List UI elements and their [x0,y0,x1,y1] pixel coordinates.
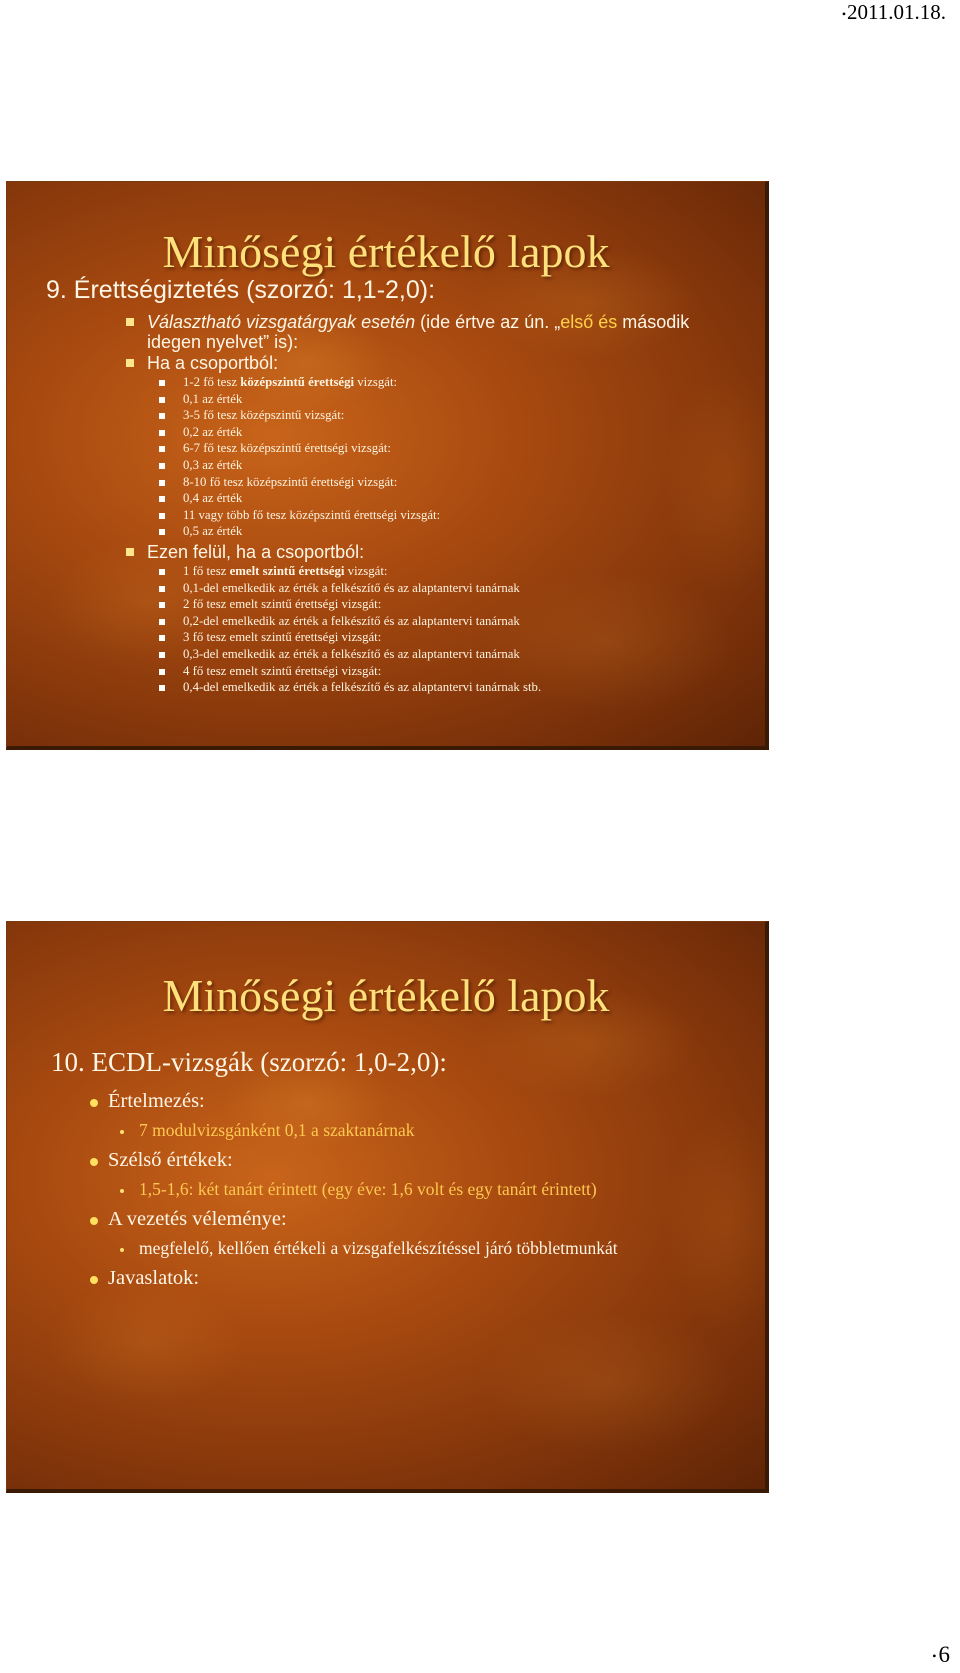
text: 0,1 az érték [183,391,243,406]
square-bullet-icon [159,586,165,592]
sub-list-item [155,490,743,507]
sub-list [108,1234,747,1263]
sub-list-item [155,663,743,680]
sub-list-item [155,424,743,441]
sub-list-item [155,646,743,663]
text: 0,5 az érték [183,524,243,539]
text: 4 fő tesz emelt szintű érettségi vizsgát: [183,663,382,678]
sub-list-item [155,596,743,613]
sub-list-item [155,629,743,646]
sub-list-item [155,679,743,696]
text: 6-7 fő tesz középszintű érettségi vizsgát: [183,441,391,456]
slide-body-list [87,1086,747,1293]
sub-list [147,374,743,540]
header-date [842,0,946,25]
list-item [87,1086,747,1145]
text: vizsgát: [344,563,388,578]
slide-10 [6,921,769,1493]
text: Ezen felül, ha a csoportból: [147,541,365,562]
text: 1 fő tesz [183,563,230,578]
round-bullet-icon [90,1217,98,1225]
square-bullet-icon [159,529,165,535]
text: 0,3-del emelkedik az érték a felkészítő és az alaptantervi tanárnak [183,646,520,661]
sub-list-item [155,613,743,630]
sub-list-item [108,1234,747,1263]
text: 3-5 fő tesz középszintű vizsgát: [183,408,345,423]
square-bullet-icon [159,652,165,658]
square-bullet-icon [159,619,165,625]
sub-list [108,1175,747,1204]
sub-list-item [155,457,743,474]
text: 7 modulvizsgánként 0,1 a szaktanárnak [139,1120,415,1140]
square-bullet-icon [126,359,134,367]
slide-heading: 10. ECDL-vizsgák (szorzó: 1,0-2,0): [51,1047,447,1077]
text: 1,5-1,6: két tanárt érintett (egy éve: 1,6 volt és egy tanárt érintett) [139,1179,597,1199]
square-bullet-icon [159,669,165,675]
sub-list-item [108,1175,747,1204]
text: 11 vagy több fő tesz középszintű érettségi vizsgát: [183,507,441,522]
slide-9 [6,181,769,750]
list-item [123,312,743,352]
page-number [932,1642,950,1668]
slide-title: Minőségi értékelő lapok [162,226,610,277]
sub-list-item [155,374,743,391]
sub-list [147,563,743,696]
list-item [123,542,743,696]
sub-list-item [155,474,743,491]
small-bullet-icon [120,1130,124,1134]
text: 1-2 fő tesz [183,375,241,389]
text: 8-10 fő tesz középszintű érettségi vizsgát: [183,474,398,489]
square-bullet-icon [159,446,165,452]
text: 0,4 az érték [183,491,243,506]
sub-list-item [155,440,743,457]
square-bullet-icon [159,413,165,419]
text: Ha a csoportból: [147,353,279,373]
sub-list-item [155,507,743,524]
text: 2 fő tesz emelt szintű érettségi vizsgát: [183,597,382,612]
text: Értelmezés: [108,1090,205,1112]
sub-list-item [155,407,743,424]
text: 3 fő tesz emelt szintű érettségi vizsgát: [183,630,382,645]
square-bullet-icon [159,513,165,519]
square-bullet-icon [159,480,165,486]
square-bullet-icon [159,602,165,608]
list-item [87,1263,747,1293]
text: (ide értve az ún. „ [415,312,561,332]
small-bullet-icon [120,1248,124,1252]
text-bold: emelt szintű érettségi [229,563,345,578]
sub-list-item [155,523,743,540]
text: 0,2 az érték [183,424,243,439]
text: megfelelő, kellően értékeli a vizsgafelkészítéssel járó többletmunkát [139,1238,618,1258]
square-bullet-icon [159,397,165,403]
sub-list-item [155,563,743,580]
square-bullet-icon [159,635,165,641]
text: vizsgát: [354,375,398,389]
square-bullet-icon [126,318,134,326]
sub-list-item [155,580,743,597]
text: 0,1-del emelkedik az érték a felkészítő és az alaptantervi tanárnak [183,580,520,595]
round-bullet-icon [90,1276,98,1284]
bullet-dot-icon: • [932,1649,937,1664]
square-bullet-icon [159,430,165,436]
list-item [87,1145,747,1204]
text: 0,3 az érték [183,457,243,472]
bullet-dot-icon: • [841,6,847,21]
page-number-text: 6 [938,1642,950,1667]
date-text: 2011.01.18. [847,0,946,24]
square-bullet-icon [159,496,165,502]
square-bullet-icon [159,685,165,691]
list-item [123,353,743,540]
text-highlight: első és [560,312,618,332]
slide-heading: 9. Érettségiztetés (szorzó: 1,1-2,0): [46,276,436,304]
square-bullet-icon [126,548,134,556]
slide-body-list [123,312,743,698]
text: Javaslatok: [108,1267,200,1289]
round-bullet-icon [90,1099,98,1107]
text: 0,4-del emelkedik az érték a felkészítő és az alaptantervi tanárnak stb. [183,680,542,695]
text: második idegen nyelvet” is): [147,312,690,352]
sub-list-item [155,391,743,408]
round-bullet-icon [90,1158,98,1166]
text: A vezetés véleménye: [108,1208,287,1230]
small-bullet-icon [120,1189,124,1193]
square-bullet-icon [159,380,165,386]
slide-title: Minőségi értékelő lapok [162,970,610,1021]
text: 0,2-del emelkedik az érték a felkészítő és az alaptantervi tanárnak [183,613,520,628]
text-bold: középszintű érettségi [240,375,355,389]
list-item [87,1204,747,1263]
text-italic: Választható vizsgatárgyak esetén [147,312,416,332]
square-bullet-icon [159,569,165,575]
text: Szélső értékek: [108,1149,233,1171]
sub-list [108,1116,747,1145]
square-bullet-icon [159,463,165,469]
sub-list-item [108,1116,747,1145]
